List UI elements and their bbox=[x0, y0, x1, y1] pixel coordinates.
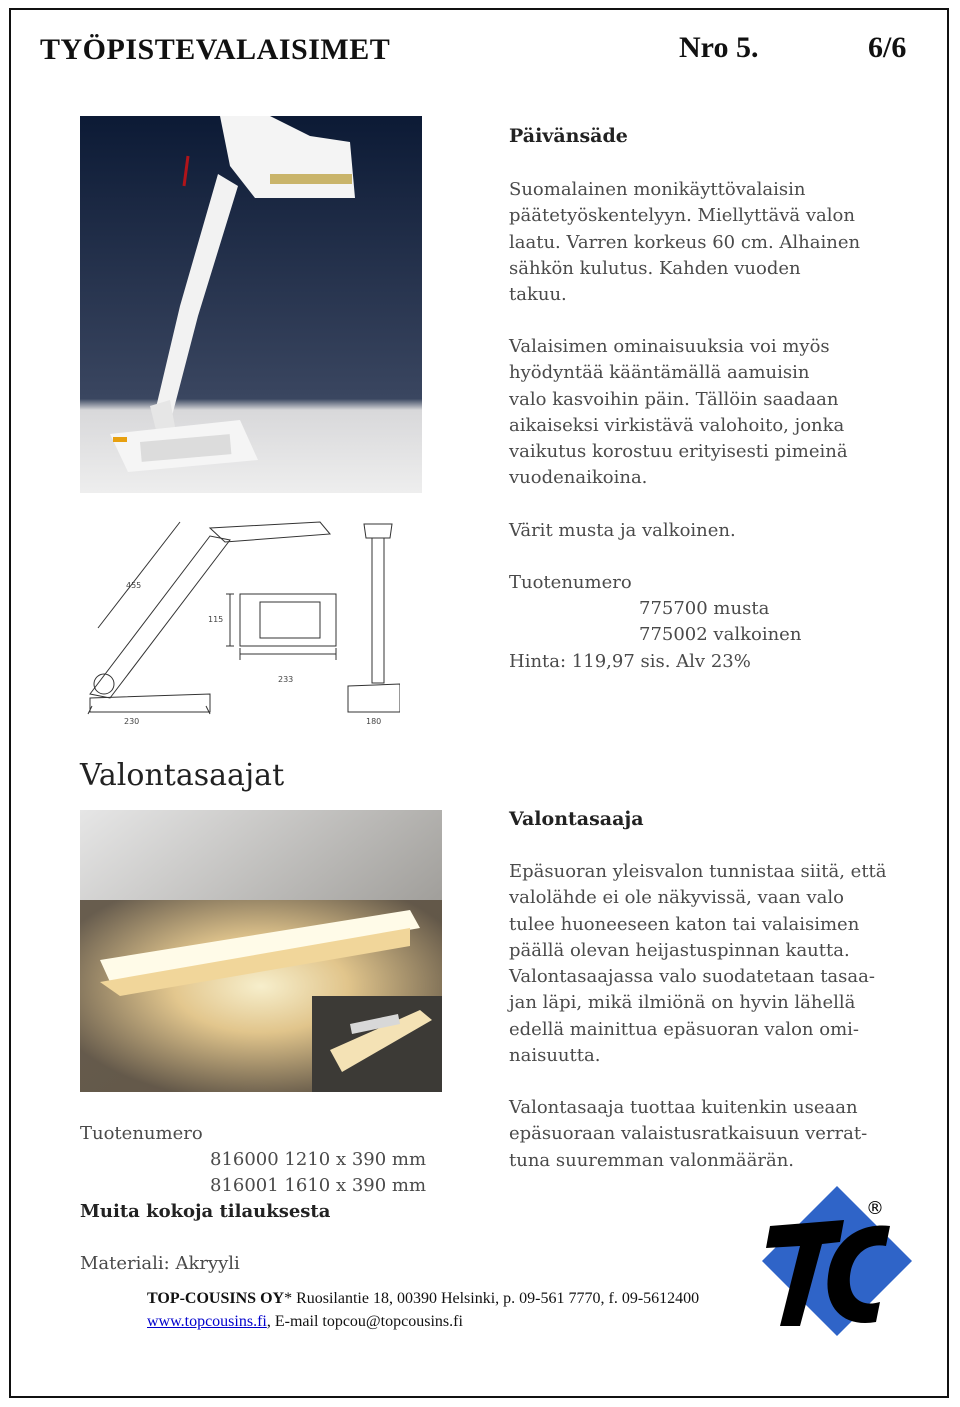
company-footer bbox=[147, 1287, 699, 1333]
issue-number: Nro 5. bbox=[679, 31, 759, 64]
lamp-product-name: Päivänsäde bbox=[509, 125, 628, 147]
lamp-product-number-label: Tuotenumero bbox=[509, 572, 632, 593]
section-title-reflectors: Valontasaajat bbox=[80, 758, 285, 793]
ceiling-light-photo bbox=[80, 810, 442, 1092]
reflector-other-sizes: Muita kokoja tilauksesta bbox=[80, 1201, 331, 1222]
dim-arm-label: 455 bbox=[126, 581, 142, 590]
reflector-description: Epäsuoran yleisvalon tunnistaa siitä, että valolähde ei ole näkyvissä, vaan valo tulee huoneeseen katon tai valaisimen päällä olevan heijastuspinnan kautta. Valontasaajassa valo suodatetaan tasaa- jan läpi, mikä ilmiönä on hyvin lähellä edellä mainittua epäsuoran valon omi- naisuutta. bbox=[509, 861, 887, 1067]
reflector-summary: Valontasaaja tuottaa kuitenkin useaan epäsuoraan valaistusratkaisuun verrat- tuna suuremman valonmäärän. bbox=[509, 1097, 868, 1171]
lamp-dimension-diagram bbox=[80, 516, 400, 724]
dim-side-label: 180 bbox=[366, 717, 382, 724]
dim-head-height-label: 115 bbox=[208, 615, 224, 624]
registered-mark: ® bbox=[866, 1198, 884, 1219]
lamp-price: Hinta: 119,97 sis. Alv 23% bbox=[509, 651, 751, 672]
company-name: TOP-COUSINS OY bbox=[147, 1290, 285, 1307]
website-link[interactable]: www.topcousins.fi bbox=[147, 1313, 267, 1330]
company-address: * Ruosilantie 18, 00390 Helsinki, p. 09-561 7770, f. 09-5612400 bbox=[284, 1290, 700, 1307]
company-email: , E-mail topcou@topcousins.fi bbox=[266, 1313, 463, 1330]
page-title: TYÖPISTEVALAISIMET bbox=[40, 33, 391, 66]
page-number: 6/6 bbox=[868, 31, 907, 64]
dim-base-label: 230 bbox=[124, 717, 140, 724]
lamp-description: Suomalainen monikäyttövalaisin päätetyöskentelyyn. Miellyttävä valon laatu. Varren korkeus 60 cm. Alhainen sähkön kulutus. Kahden vuoden takuu. bbox=[509, 179, 861, 306]
lamp-product-numbers: 775700 musta 775002 valkoinen bbox=[639, 598, 802, 646]
reflector-material: Materiali: Akryyli bbox=[80, 1253, 240, 1274]
lamp-colors: Värit musta ja valkoinen. bbox=[509, 520, 736, 541]
reflector-product-numbers: 816000 1210 x 390 mm 816001 1610 x 390 mm bbox=[210, 1149, 427, 1197]
reflector-product-number-label: Tuotenumero bbox=[80, 1123, 203, 1144]
reflector-product-name: Valontasaaja bbox=[509, 808, 644, 830]
desk-lamp-photo bbox=[80, 116, 422, 493]
lamp-feature-text: Valaisimen ominaisuuksia voi myös hyödyntää kääntämällä aamuisin valo kasvoihin päin. Tällöin saadaan aikaiseksi virkistävä valohoito, jonka vaikutus korostuu erityisesti pimeinä vuodenaikoina. bbox=[509, 336, 848, 489]
dim-head-width-label: 233 bbox=[278, 675, 294, 684]
company-logo bbox=[762, 1186, 912, 1336]
